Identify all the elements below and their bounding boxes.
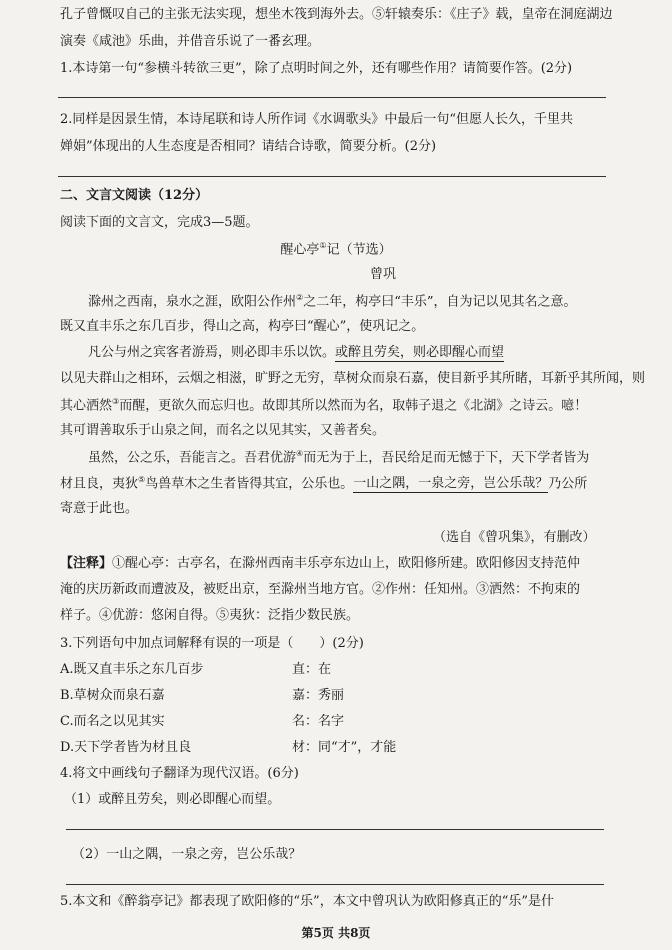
option-d-gloss: 材：同“才”，才能 xyxy=(292,740,397,755)
option-a-gloss: 直：在 xyxy=(292,662,332,677)
question-1: 1.本诗第一句“参横斗转欲三更”，除了点明时间之外，还有哪些作用？请简要作答。(2分) xyxy=(60,61,573,76)
passage-line: 材且良，夷狄⑤鸟兽草木之生者皆得其宜，公乐也。一山之隅，一泉之旁，岂公乐哉？乃公所 xyxy=(60,475,588,492)
option-b-gloss: 嘉：秀丽 xyxy=(292,688,345,703)
answer-line xyxy=(66,884,604,885)
question-2-cont: 婵娟”体现出的人生态度是否相同？请结合诗歌，简要分析。(2分) xyxy=(60,139,437,154)
passage-author: 曾巩 xyxy=(370,267,397,282)
underlined-sentence: 或醉且劳矣，则必即醒心而望 xyxy=(335,345,505,360)
passage-title: 醒心亭①记（节选） xyxy=(280,241,392,258)
passage-line: 虽然，公之乐，吾能言之。吾君优游④而无为于上，吾民给足而无憾于下，天下学者皆为 xyxy=(88,449,590,466)
passage-line: 凡公与州之宾客者游焉，则必即丰乐以饮。或醉且劳矣，则必即醒心而望 xyxy=(88,345,505,360)
passage-line: 滁州之西南，泉水之涯，欧阳公作州②之二年，构亭曰“丰乐”，自为记以见其名之意。 xyxy=(88,293,577,310)
answer-line xyxy=(58,97,606,98)
instruction: 阅读下面的文言文，完成3—5题。 xyxy=(60,215,259,230)
question-3: 3.下列语句中加点词解释有误的一项是（ ）(2分) xyxy=(60,636,364,651)
option-c: C.而名之以见其实 xyxy=(60,714,165,729)
option-c-gloss: 名：名字 xyxy=(292,714,345,729)
notes-line: 【注释】①醒心亭：古亭名，在滁州西南丰乐亭东边山上，欧阳修所建。欧阳修因支持范仲 xyxy=(60,556,581,571)
text-line: 孔子曾慨叹自己的主张无法实现，想坐木筏到海外去。⑤轩辕奏乐：《庄子》载，皇帝在洞庭湖边 xyxy=(60,7,613,22)
page-number: 第5页 共8页 xyxy=(301,926,371,940)
answer-line xyxy=(66,829,604,830)
passage-source: （选自《曾巩集》，有删改） xyxy=(433,530,596,545)
notes-line: 淹的庆历新政而遭波及，被贬出京，至滁州当地方官。②作州：任知州。③洒然：不拘束的 xyxy=(60,582,581,597)
question-2: 2.同样是因景生情，本诗尾联和诗人所作词《水调歌头》中最后一句“但愿人长久，千里共 xyxy=(60,112,574,127)
option-a: A.既又直丰乐之东几百步 xyxy=(60,662,204,677)
option-b: B.草树众而泉石嘉 xyxy=(60,688,165,703)
passage-line: 既又直丰乐之东几百步，得山之高，构亭曰“醒心”，使巩记之。 xyxy=(60,319,425,334)
question-4-part-2: （2）一山之隅，一泉之旁，岂公乐哉？ xyxy=(72,847,302,862)
question-4: 4.将文中画线句子翻译为现代汉语。(6分) xyxy=(60,766,299,781)
question-5: 5.本文和《醉翁亭记》都表现了欧阳修的“乐”，本文中曾巩认为欧阳修真正的“乐”是什 xyxy=(60,894,554,909)
underlined-sentence: 一山之隅，一泉之旁，岂公乐哉？ xyxy=(353,476,549,492)
passage-line: 其心洒然③而醒，更欲久而忘归也。故即其所以然而为名，取韩子退之《北湖》之诗云。噫！ xyxy=(60,397,588,414)
passage-line: 寄意于此也。 xyxy=(60,501,139,516)
passage-line: 以见夫群山之相环，云烟之相滋，旷野之无穷，草树众而泉石嘉，使目新乎其所睹，耳新乎其所闻，则 xyxy=(60,371,646,386)
notes-line: 样子。④优游：悠闲自得。⑤夷狄：泛指少数民族。 xyxy=(60,608,360,623)
passage-line: 其可谓善取乐于山泉之间，而名之以见其实，又善者矣。 xyxy=(60,423,386,438)
answer-line xyxy=(58,176,606,177)
option-d: D.天下学者皆为材且良 xyxy=(60,740,192,755)
section-heading: 二、文言文阅读（12分） xyxy=(60,188,209,203)
text-line: 演奏《咸池》乐曲，并借音乐说了一番玄理。 xyxy=(60,34,321,49)
question-4-part-1: （1）或醉且劳矣，则必即醒心而望。 xyxy=(64,792,281,807)
